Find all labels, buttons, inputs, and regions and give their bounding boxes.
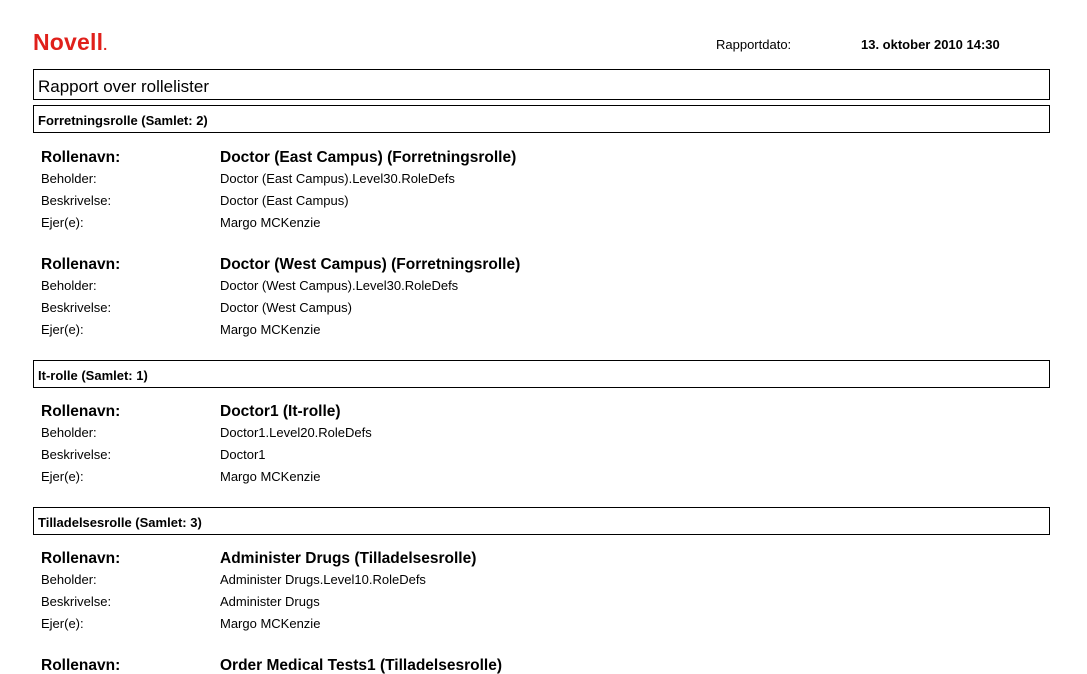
role-entry xyxy=(0,256,1087,346)
description-label: Beskrivelse: xyxy=(41,594,112,609)
owner-label: Ejer(e): xyxy=(41,469,84,484)
role-name-label: Rollenavn: xyxy=(41,403,121,420)
category-header xyxy=(33,507,1050,535)
container-label: Beholder: xyxy=(41,278,97,293)
role-name-value: Doctor (West Campus) (Forretningsrolle) xyxy=(220,256,521,273)
role-name-value: Order Medical Tests1 (Tilladelsesrolle) xyxy=(220,657,502,674)
role-name-value: Doctor1 (It-rolle) xyxy=(220,403,341,420)
role-name-value: Doctor (East Campus) (Forretningsrolle) xyxy=(220,149,517,166)
description-label: Beskrivelse: xyxy=(41,300,112,315)
role-entry xyxy=(0,550,1087,640)
role-name-label: Rollenavn: xyxy=(41,657,121,674)
description-value: Administer Drugs xyxy=(220,594,320,609)
container-value: Doctor (East Campus).Level30.RoleDefs xyxy=(220,171,455,186)
owner-value: Margo MCKenzie xyxy=(220,215,321,230)
description-value: Doctor (East Campus) xyxy=(220,193,349,208)
report-date-label: Rapportdato: xyxy=(716,37,792,52)
category-header xyxy=(33,360,1050,388)
container-label: Beholder: xyxy=(41,572,97,587)
role-name-label: Rollenavn: xyxy=(41,256,121,273)
role-entry xyxy=(0,657,1087,674)
novell-logo: Novell. xyxy=(33,29,108,55)
description-label: Beskrivelse: xyxy=(41,447,112,462)
owner-value: Margo MCKenzie xyxy=(220,469,321,484)
category-heading: Tilladelsesrolle (Samlet: 3) xyxy=(38,515,202,530)
role-name-value: Administer Drugs (Tilladelsesrolle) xyxy=(220,550,477,567)
category-heading: It-rolle (Samlet: 1) xyxy=(38,368,148,383)
role-name-label: Rollenavn: xyxy=(41,550,121,567)
description-value: Doctor1 xyxy=(220,447,266,462)
owner-label: Ejer(e): xyxy=(41,322,84,337)
description-label: Beskrivelse: xyxy=(41,193,112,208)
report-title: Rapport over rollelister xyxy=(38,77,210,96)
category-heading: Forretningsrolle (Samlet: 2) xyxy=(38,113,208,128)
owner-label: Ejer(e): xyxy=(41,616,84,631)
report-date-value: 13. oktober 2010 14:30 xyxy=(861,37,1000,52)
container-label: Beholder: xyxy=(41,425,97,440)
container-value: Doctor1.Level20.RoleDefs xyxy=(220,425,372,440)
container-value: Doctor (West Campus).Level30.RoleDefs xyxy=(220,278,459,293)
owner-label: Ejer(e): xyxy=(41,215,84,230)
category-header xyxy=(33,105,1050,133)
description-value: Doctor (West Campus) xyxy=(220,300,352,315)
container-value: Administer Drugs.Level10.RoleDefs xyxy=(220,572,426,587)
owner-value: Margo MCKenzie xyxy=(220,616,321,631)
container-label: Beholder: xyxy=(41,171,97,186)
role-entry xyxy=(0,149,1087,239)
report-title-box xyxy=(33,69,1050,100)
role-name-label: Rollenavn: xyxy=(41,149,121,166)
owner-value: Margo MCKenzie xyxy=(220,322,321,337)
role-entry xyxy=(0,403,1087,493)
